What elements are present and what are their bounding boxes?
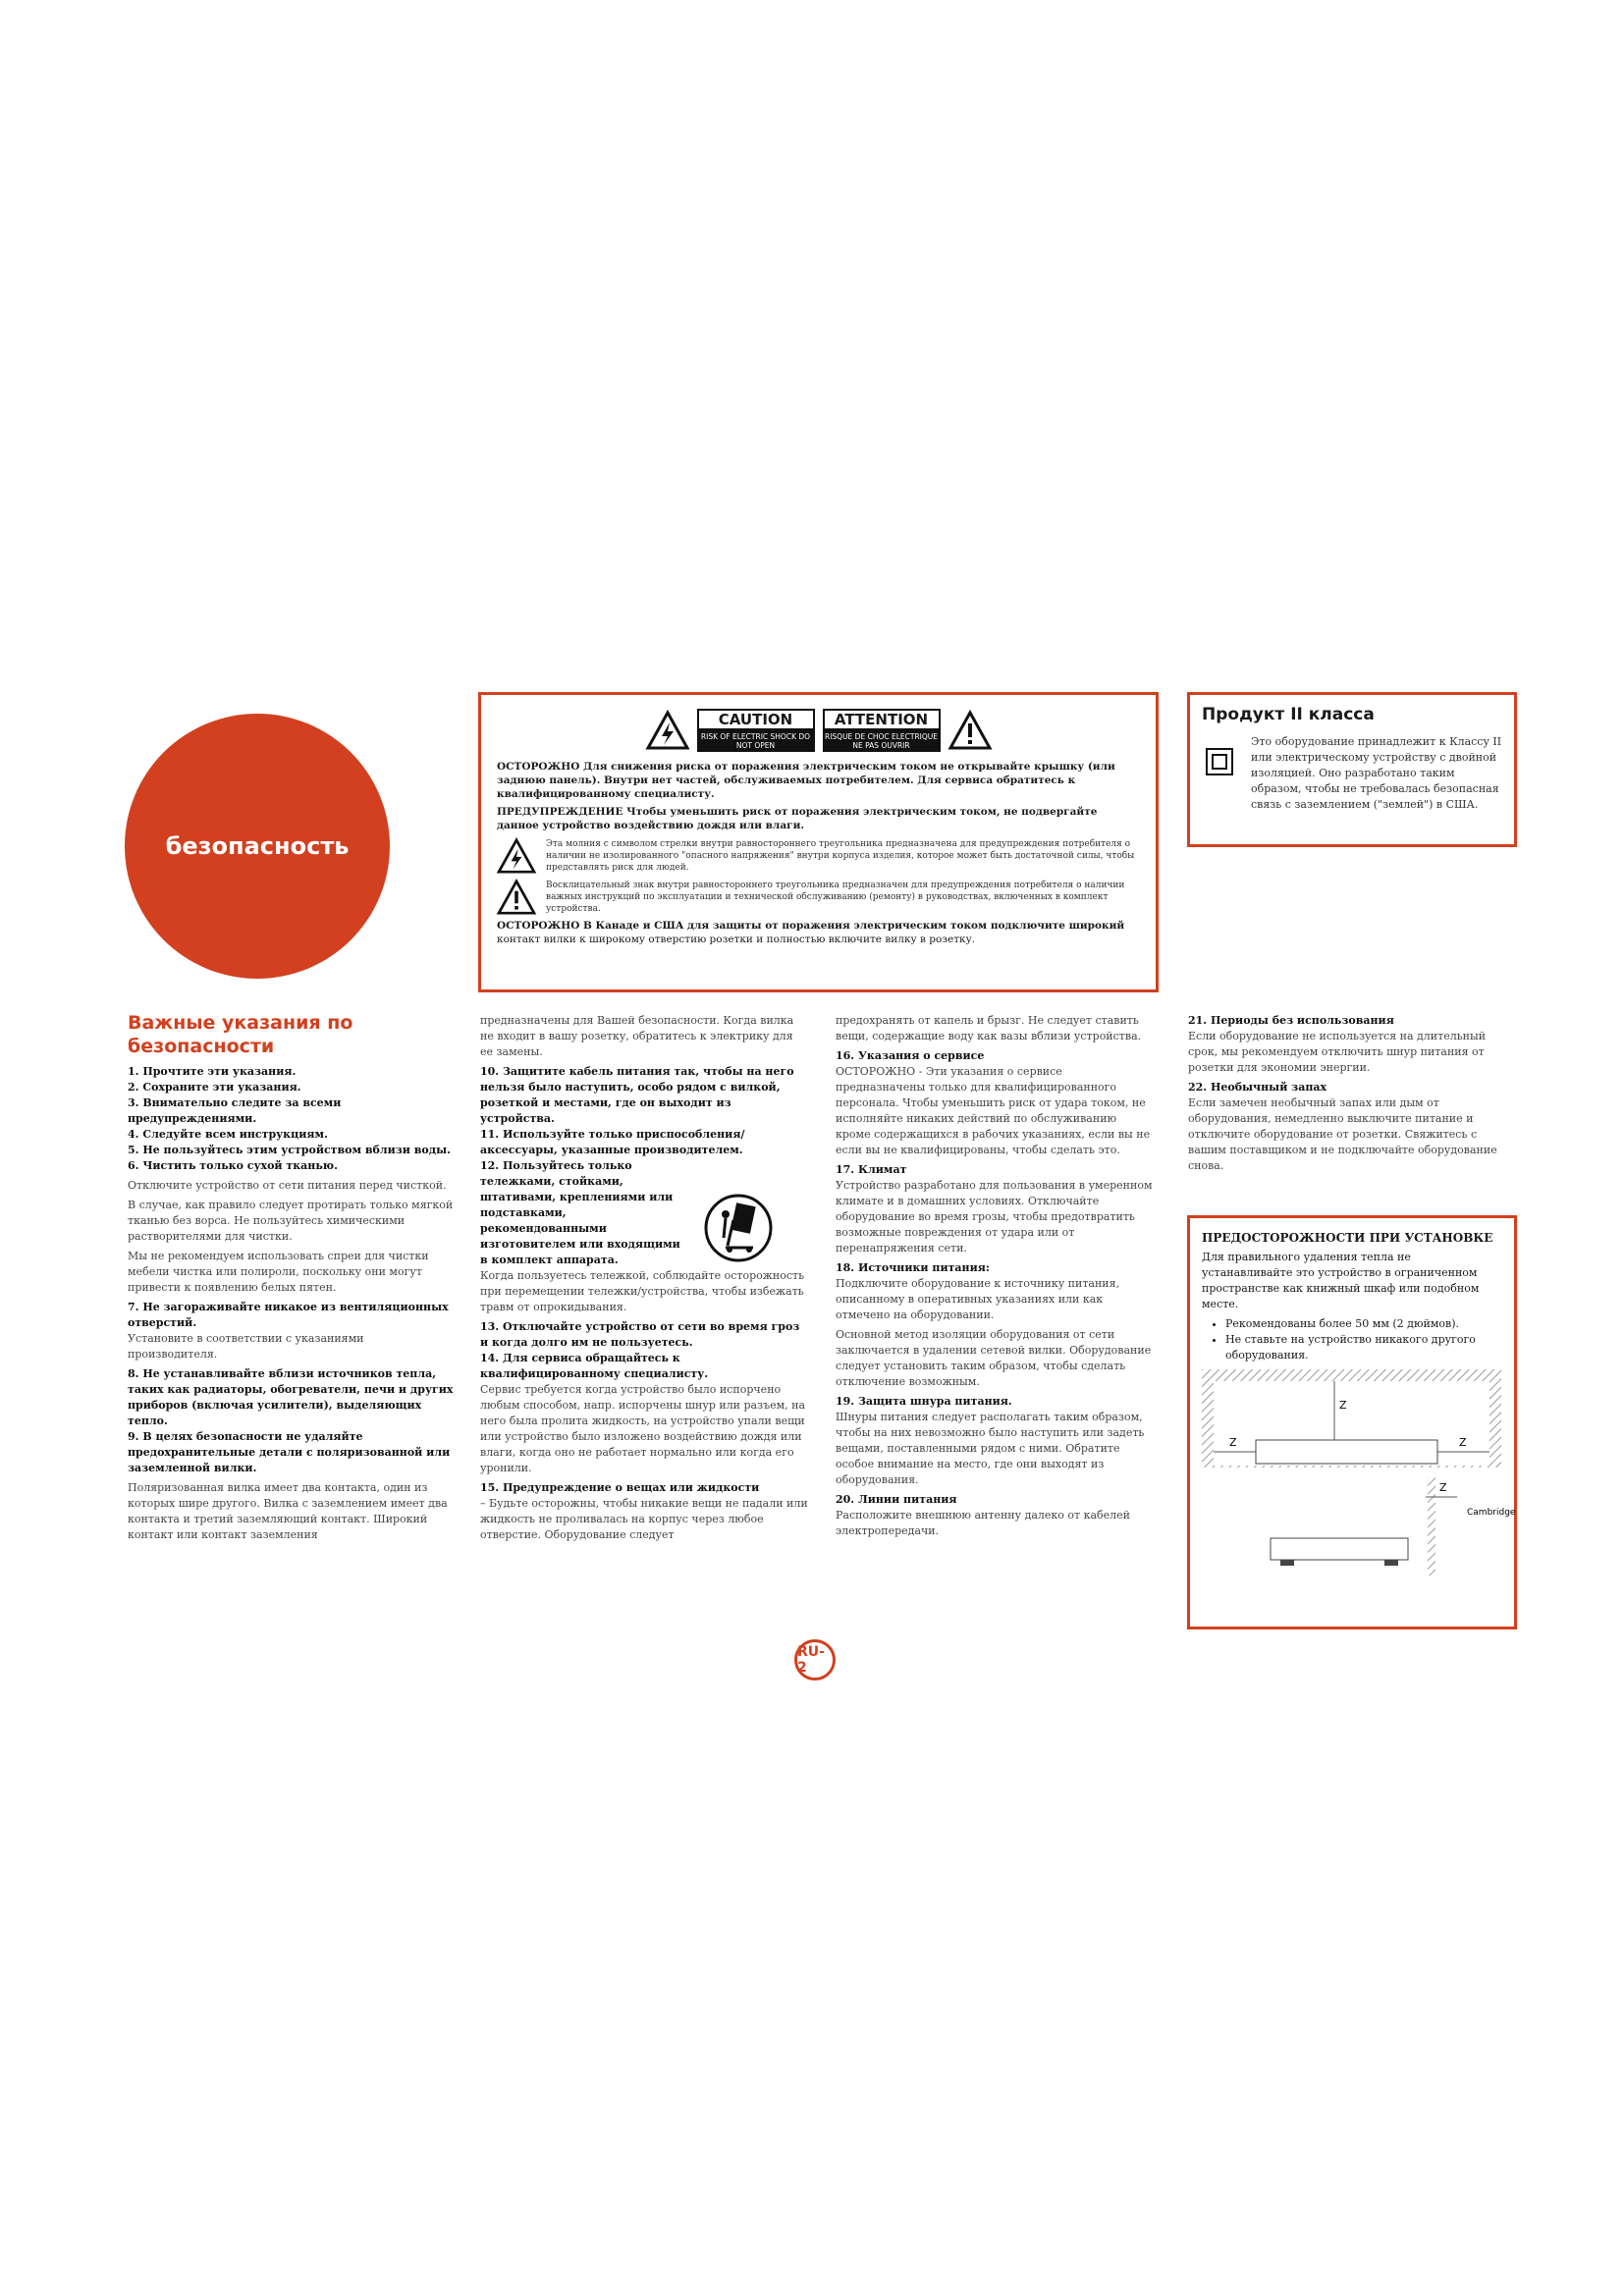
note: – Будьте осторожны, чтобы никакие вещи не падали или жидкость не проливалась на корпус через любое отверстие. Оборудование следует [480, 1497, 808, 1541]
warning-labels [497, 709, 1140, 752]
product-class-box [1187, 692, 1517, 847]
cart-tipover-icon [704, 1181, 773, 1275]
column-4 [1188, 1013, 1517, 1178]
clearance-diagram [1202, 1369, 1516, 1575]
z-label: Z [1439, 1481, 1447, 1494]
note: Если оборудование не используется на длительный срок, мы рекомендуем отключить шнур питания от розетки для экономии энергии. [1188, 1030, 1487, 1074]
exclamation-symbol-row: Восклицательный знак внутри равностороннего треугольника предназначен для предупреждения потребителя о наличии важных инструкций по эксплуатации и технической обслуживанию (ремонту) в руководствах, включенных в комплект устройства. [497, 880, 1140, 915]
list-item: • Не ставьте на устройство никакого другого оборудования. [1225, 1332, 1502, 1363]
section-label: безопасность [165, 832, 350, 860]
column-3 [836, 1013, 1155, 1543]
list-item: 19. Защита шнура питания. [836, 1395, 1012, 1408]
list-item: 4. Следуйте всем инструкциям. [128, 1128, 328, 1141]
list-item: 9. В целях безопасности не удаляйте предохранительные детали с поляризованной или заземленной вилки. [128, 1430, 451, 1474]
list-item: 21. Периоды без использования [1188, 1014, 1394, 1027]
list-item: • Рекомендованы более 50 мм (2 дюймов). [1225, 1316, 1502, 1332]
list-item: 3. Внимательно следите за всеми предупреждениями. [128, 1096, 342, 1125]
list-item: 6. Чистить только сухой тканью. [128, 1159, 338, 1172]
note: Установите в соответствии с указаниями производителя. [128, 1332, 364, 1361]
list-item: 10. Защитите кабель питания так, чтобы на него нельзя было наступить, особо рядом с вилкой, розеткой и местами, где он выходит из устройства. [480, 1065, 794, 1125]
list-item: 7. Не загораживайте никакое из вентиляционных отверстий. [128, 1301, 449, 1329]
product-title: Продукт II класса [1202, 705, 1375, 724]
column-1 [128, 1011, 457, 1547]
attention-label: ATTENTION RISQUE DE CHOC ELECTRIQUE NE PAS OUVRIR [823, 709, 941, 752]
installation-text: Для правильного удаления тепла не устанавливайте это устройство в ограниченном пространстве как книжный шкаф или подобном месте. [1202, 1251, 1480, 1310]
lightning-triangle-icon [497, 838, 536, 874]
note: Сервис требуется когда устройство было испорчено любым способом, напр. испорчены шнур или разъем, на него была пролита жидкость, на устройство упали вещи или устройство было изложено воздействию дождя или влаги, когда оно не работает нормально или когда его уронили. [480, 1383, 806, 1474]
note: Подключите оборудование к источнику питания, описанному в оперативных указаниях или как отмечено на оборудовании. [836, 1277, 1120, 1321]
list-item: 2. Сохраните эти указания. [128, 1081, 301, 1094]
note: Когда пользуетесь тележкой, соблюдайте осторожность при перемещении тележки/устройства, чтобы избежать травм от опрокидывания. [480, 1269, 805, 1313]
note: Поляризованная вилка имеет два контакта, один из которых шире другого. Вилка с заземлением имеет два контакта и третий заземляющий контакт. Широкий контакт или контакт заземления [128, 1481, 448, 1541]
page-number: RU-2 [794, 1639, 836, 1681]
installation-title: ПРЕДОСТОРОЖНОСТИ ПРИ УСТАНОВКЕ [1202, 1231, 1493, 1245]
caution-box [478, 692, 1159, 992]
caution-paragraph-2: ПРЕДУПРЕЖДЕНИЕ Чтобы уменьшить риск от поражения электрическим током, не подвергайте данное устройство воздействию дождя или влаги. [497, 806, 1098, 831]
list-item: 22. Необычный запах [1188, 1081, 1327, 1094]
note: Мы не рекомендуем использовать спреи для чистки мебели чистка или полироли, поскольку они могут привести к появлению белых пятен. [128, 1250, 429, 1294]
list-item: 5. Не пользуйтесь этим устройством вблизи воды. [128, 1144, 451, 1156]
list-item: 11. Используйте только приспособления/аксессуары, указанные производителем. [480, 1128, 745, 1156]
z-label: Z [1229, 1436, 1237, 1449]
note: предназначены для Вашей безопасности. Когда вилка не входит в вашу розетку, обратитесь к электрику для ее замены. [480, 1014, 794, 1058]
note: Основной метод изоляции оборудования от сети заключается в удалении сетевой вилки. Оборудование следует установить таким образом, чтобы сделать отключение возможным. [836, 1328, 1152, 1388]
list-item: 8. Не устанавливайте вблизи источников тепла, таких как радиаторы, обогреватели, печи и других приборов (включая усилители), выделяющих тепло. [128, 1367, 454, 1427]
product-text: Это оборудование принадлежит к Классу II или электрическому устройству с двойной изоляцией. Оно разработано таким образом, чтобы не требовалась безопасная связь с заземлением ("землей") в США. [1251, 735, 1502, 811]
installation-bullets [1202, 1316, 1502, 1363]
note: Если замечен необычный запах или дым от оборудования, немедленно выключите питание и отключите оборудование от розетки. Свяжитесь с вашим поставщиком и не подключайте оборудование снова. [1188, 1096, 1497, 1172]
list-item: 18. Источники питания: [836, 1261, 990, 1274]
list-item: 14. Для сервиса обращайтесь к квалифицированному специалисту. [480, 1352, 709, 1380]
important-title: Важные указания по безопасности [128, 1012, 353, 1057]
caution-label: CAUTION RISK OF ELECTRIC SHOCK DO NOT OPEN [697, 709, 815, 752]
note: ОСТОРОЖНО - Эти указания о сервисе предназначены только для квалифицированного персонала. Чтобы уменьшить риск от удара током, не исполняйте никаких действий по обслуживанию кроме содержащихся в рабочих указаниях, если вы не если вы не квалифицированы, чтобы сделать это. [836, 1065, 1151, 1156]
note: Шнуры питания следует располагать таким образом, чтобы на них невозможно было наступить или задеть вещами, поставленными рядом с ними. Обратите особое внимание на место, где они выходят из оборудования. [836, 1411, 1145, 1486]
list-item: 13. Отключайте устройство от сети во время гроз и когда долго им не пользуетесь. [480, 1320, 800, 1349]
column-2 [480, 1013, 809, 1547]
exclamation-triangle-icon [497, 880, 536, 915]
note: предохранять от капель и брызг. Не следует ставить вещи, содержащие воду как вазы вблизи устройства. [836, 1014, 1142, 1042]
note: Отключите устройство от сети питания перед чисткой. [128, 1179, 447, 1192]
note: Расположите внешнюю антенну далеко от кабелей электропередачи. [836, 1509, 1131, 1537]
exclamation-warning-icon [948, 711, 992, 750]
note: В случае, как правило следует протирать только мягкой тканью без ворса. Не пользуйтесь химическими растворителями для чистки. [128, 1199, 454, 1243]
z-label: Z [1339, 1399, 1347, 1412]
list-item: 16. Указания о сервисе [836, 1049, 985, 1062]
caution-paragraph-3: ОСТОРОЖНО В Канаде и США для защиты от поражения электрическим током подключите широкий контакт вилки к широкому отверстию розетки и полностью включите вилку в розетку. [497, 920, 1125, 945]
list-item: 17. Климат [836, 1163, 907, 1176]
list-item: 15. Предупреждение о вещах или жидкости [480, 1481, 760, 1494]
list-item: 1. Прочтите эти указания. [128, 1065, 297, 1078]
class-ii-icon [1206, 748, 1233, 775]
installation-box [1187, 1215, 1517, 1629]
list-item: 20. Линии питания [836, 1493, 957, 1506]
list-item: 12. Пользуйтесь только [480, 1159, 632, 1172]
z-label: Z [1459, 1436, 1467, 1449]
note: Устройство разработано для пользования в умеренном климате и в домашних условиях. Отключайте оборудование во время грозы, чтобы предотвратить возможные повреждения от удара или от перенапряжения сети. [836, 1179, 1153, 1255]
lightning-warning-icon [646, 711, 689, 750]
list-item: тележками, стойками, штативами, креплениями или подставками, рекомендованными изготовителем или входящими в комплект аппарата. [480, 1175, 680, 1266]
brand-label: Cambridge [1467, 1508, 1516, 1518]
lightning-symbol-row: Эта молния с символом стрелки внутри равностороннего треугольника предназначена для предупреждения потребителя о наличии не изолированного "опасного напряжения" внутри корпуса изделия, которое может быть достаточной силы, чтобы представлять риск для людей. [497, 838, 1140, 874]
caution-paragraph-1: ОСТОРОЖНО Для снижения риска от поражения электрическим током не открывайте крышку (или заднюю панель). Внутри нет частей, обслуживаемых потребителем. Для сервиса обратитесь к квалифицированному специалисту. [497, 761, 1115, 800]
